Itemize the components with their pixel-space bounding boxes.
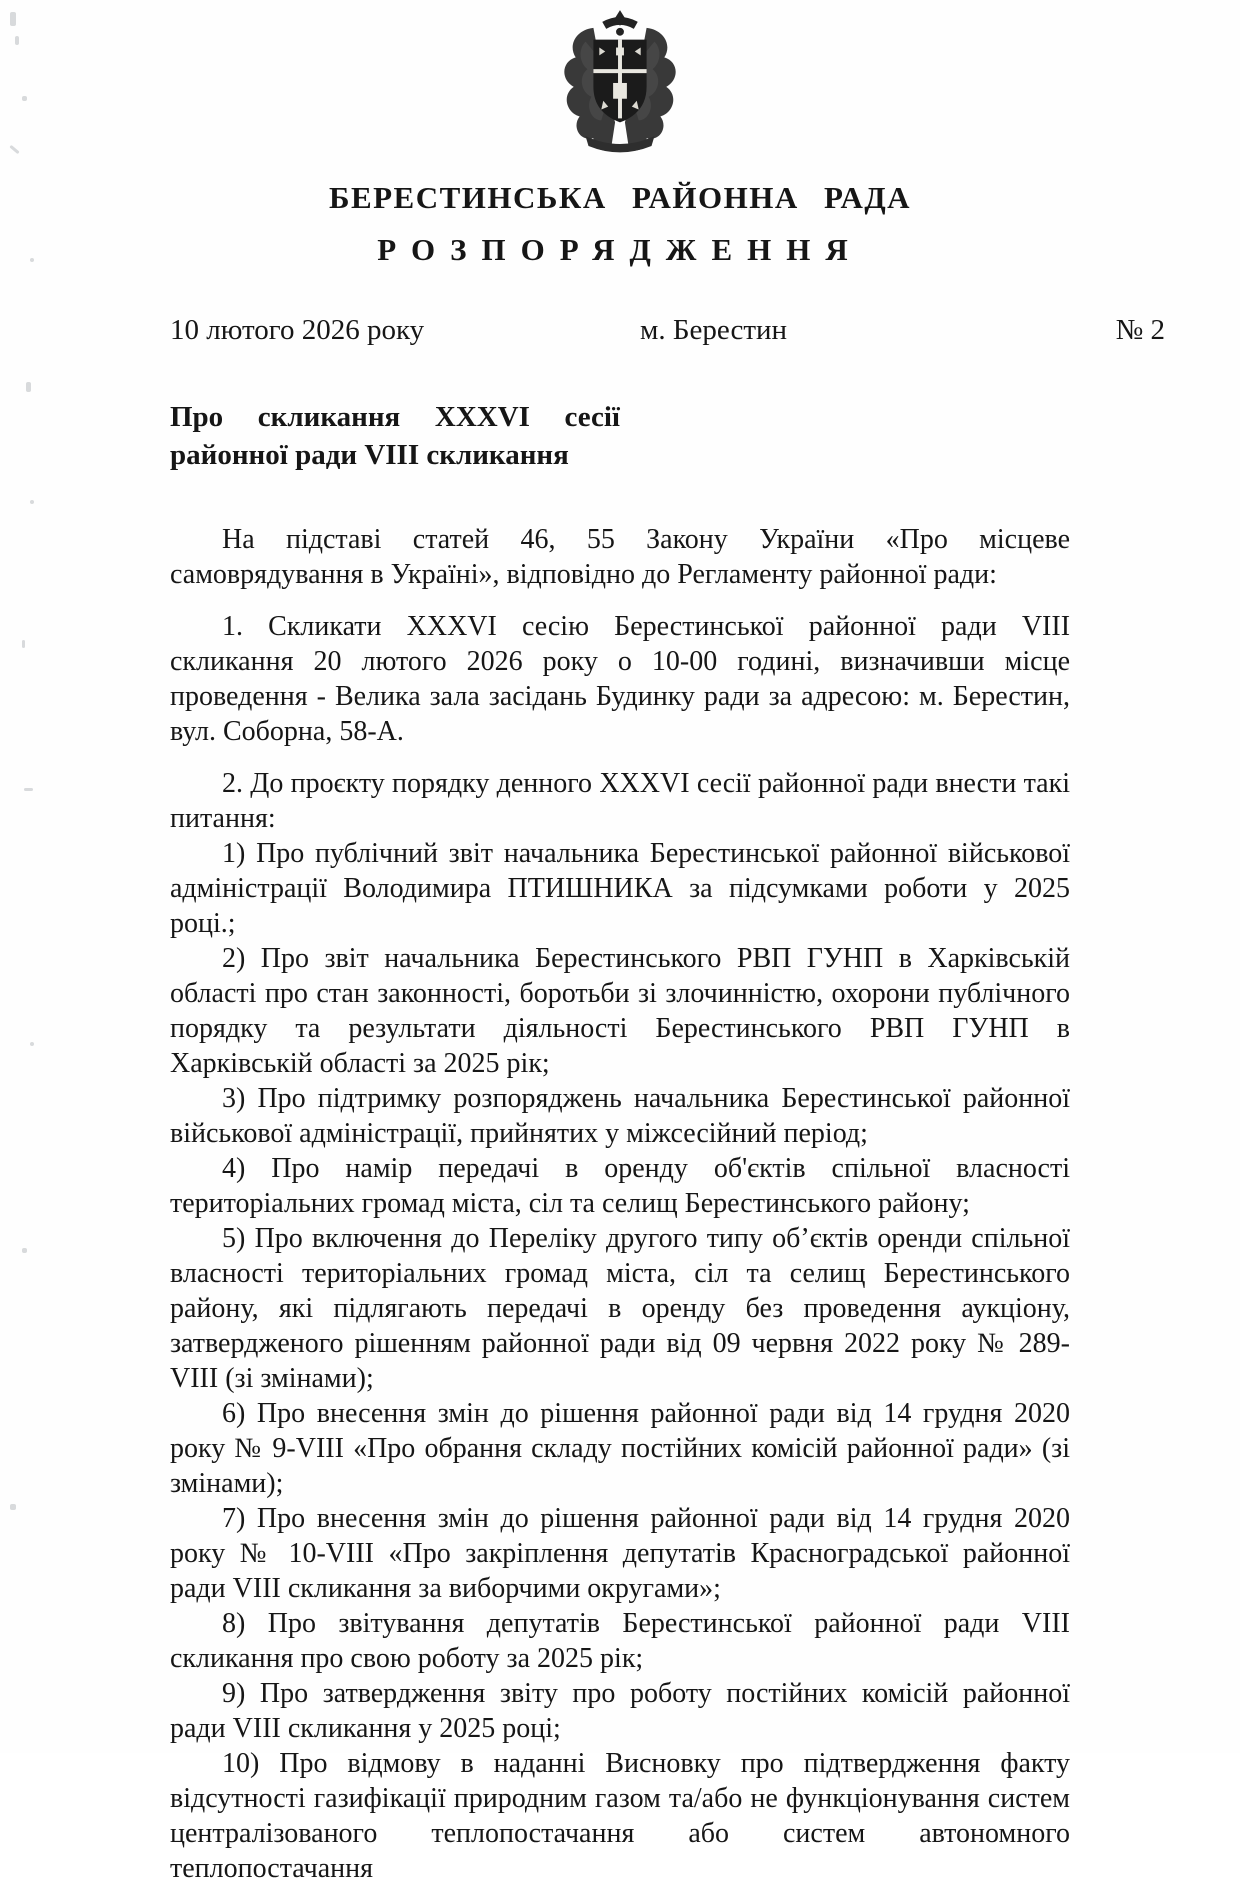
subject-line-1: Про скликання XXXVI сесії: [170, 401, 620, 433]
scan-artifact: [24, 788, 33, 791]
point-text: Скликати XXXVI сесію Берестинської районної ради VIII скликання 20 лютого 2026 року о 10-00 годині, визначивши місце проведення - Велика зала засідань Будинку ради за адресою: м. Берестин, вул. Соборна, 58-А.: [170, 611, 1071, 747]
agenda-item-number: 5): [222, 1223, 246, 1254]
emblem-container: [0, 0, 1240, 158]
agenda-item-text: Про публічний звіт начальника Берестинської районної військової адміністрації Володимира ПТИШНИКА за підсумками роботи у 2025 році.;: [170, 838, 1071, 939]
agenda-item-text: Про включення до Переліку другого типу об’єктів оренди спільної власності територіальних громад міста, сіл та селищ Берестинського району, які підлягають передачі в оренду без проведення аукціону, затвердженого рішенням районної ради від 09 червня 2022 року № 289-VIII (зі змінами);: [170, 1223, 1070, 1394]
agenda-item-number: 1): [222, 838, 246, 869]
agenda-item: [170, 1081, 1070, 1151]
scan-artifact: [22, 1248, 27, 1253]
agenda-list: [170, 836, 1070, 1886]
agenda-item: [170, 1151, 1070, 1221]
document-meta-row: [170, 314, 1165, 352]
document-date: 10 лютого 2026 року: [170, 314, 425, 346]
scan-artifact: [30, 258, 34, 262]
scan-artifact: [10, 12, 16, 26]
scan-artifact: [30, 500, 34, 504]
agenda-item: [170, 836, 1070, 941]
point-text: До проєкту порядку денного XXXVI сесії районної ради внести такі питання:: [170, 768, 1070, 834]
coat-of-arms-icon: [556, 6, 684, 156]
agenda-item: [170, 1606, 1070, 1676]
document-number: № 2: [1115, 314, 1165, 346]
document-body: [170, 522, 1070, 1886]
preamble-paragraph: На підставі статей 46, 55 Закону України «Про місцеве самоврядування в Україні», відповідно до Регламенту районної ради:: [170, 524, 1070, 590]
agenda-item-number: 6): [222, 1398, 246, 1429]
agenda-item: [170, 1221, 1070, 1396]
document-type-title: РОЗПОРЯДЖЕННЯ: [377, 232, 863, 267]
agenda-item-number: 8): [222, 1608, 246, 1639]
subject-line-2: районної ради VIII скликання: [170, 439, 569, 471]
agenda-item-text: Про внесення змін до рішення районної ради від 14 грудня 2020 року № 10-VIII «Про закріплення депутатів Красноградської районної ради VIII скликання за виборчими округами»;: [170, 1503, 1070, 1604]
agenda-item: [170, 1396, 1070, 1501]
point-number: 1.: [222, 611, 243, 642]
agenda-item-text: Про відмову в наданні Висновку про підтвердження факту відсутності газифікації природним газом та/або не функціонування систем централізованого теплопостачання або систем автономного теплопостачання: [170, 1748, 1071, 1884]
scan-artifact: [22, 640, 25, 648]
agenda-item: [170, 1746, 1070, 1886]
document-subject: [170, 398, 620, 474]
agenda-item-text: Про підтримку розпоряджень начальника Берестинської районної військової адміністрації, прийнятих у міжсесійний період;: [170, 1083, 1071, 1149]
agenda-item-text: Про внесення змін до рішення районної ради від 14 грудня 2020 року № 9-VIII «Про обрання складу постійних комісій районної ради» (зі змінами);: [170, 1398, 1070, 1499]
agenda-item-text: Про намір передачі в оренду об'єктів спільної власності територіальних громад міста, сіл та селищ Берестинського району;: [170, 1153, 1070, 1219]
point-paragraph: [170, 609, 1070, 749]
agenda-item: [170, 941, 1070, 1081]
agenda-item-number: 2): [222, 943, 246, 974]
agenda-item-number: 3): [222, 1083, 246, 1114]
organization-name: БЕРЕСТИНСЬКА РАЙОННА РАДА: [328, 180, 912, 215]
agenda-item: [170, 1676, 1070, 1746]
scan-artifact: [30, 1042, 34, 1046]
agenda-item-number: 4): [222, 1153, 246, 1184]
point-paragraph: [170, 766, 1070, 836]
scan-artifact: [15, 36, 19, 45]
agenda-item-text: Про звітування депутатів Берестинської районної ради VIII скликання про свою роботу за 2025 рік;: [170, 1608, 1071, 1674]
agenda-item: [170, 1501, 1070, 1606]
scan-artifact: [10, 1504, 16, 1510]
agenda-item-number: 7): [222, 1503, 246, 1534]
document-place: м. Берестин: [640, 314, 788, 346]
agenda-item-text: Про затвердження звіту про роботу постійних комісій районної ради VIII скликання у 2025 році;: [170, 1678, 1070, 1744]
point-number: 2.: [222, 768, 243, 799]
agenda-item-number: 9): [222, 1678, 246, 1709]
agenda-item-number: 10): [222, 1748, 260, 1779]
scan-artifact: [26, 382, 31, 392]
scan-artifact: [22, 96, 27, 101]
agenda-item-text: Про звіт начальника Берестинського РВП ГУНП в Харківській області про стан законності, боротьби зі злочинністю, охорони публічного порядку та результати діяльності Берестинського РВП ГУНП в Харківській області за 2025 рік;: [170, 943, 1071, 1079]
